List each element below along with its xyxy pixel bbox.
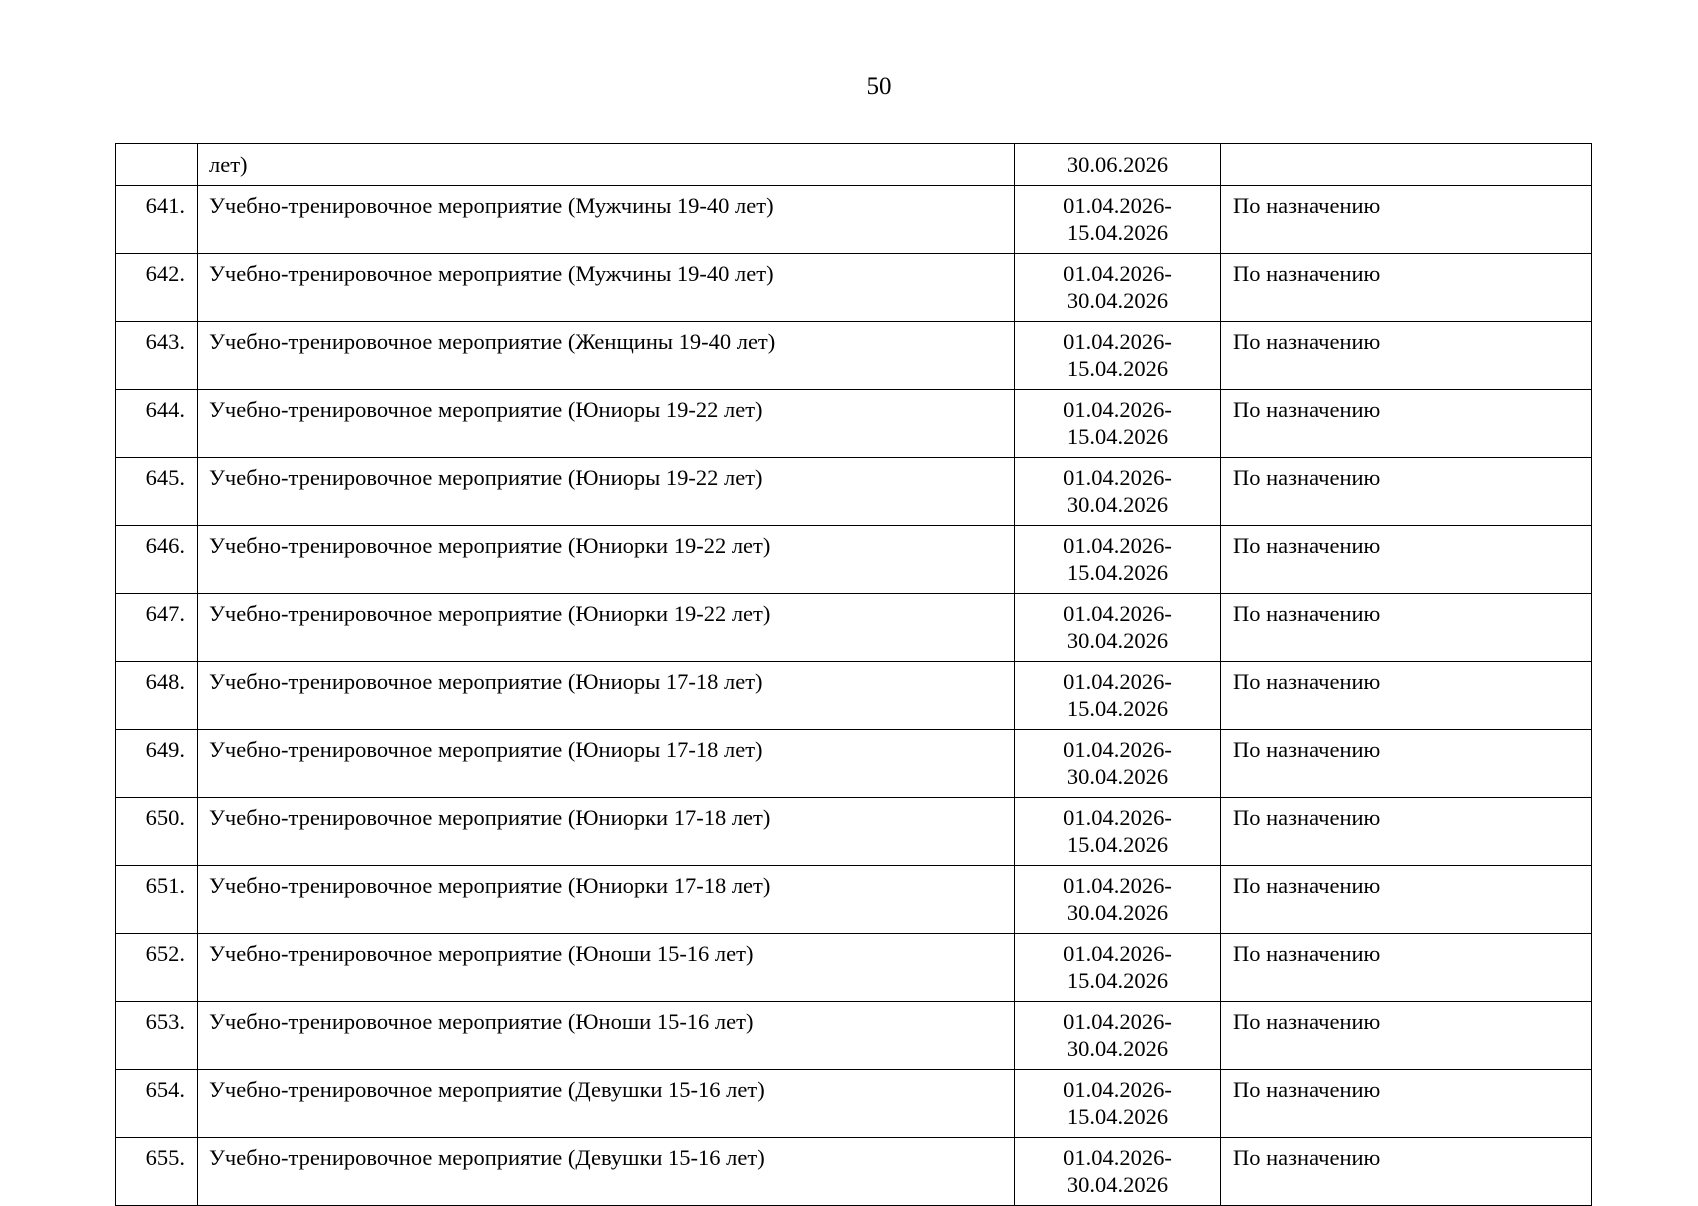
event-date-cell <box>1015 1002 1221 1070</box>
date-end: 15.04.2026 <box>1066 968 1169 993</box>
event-name-cell: Учебно-тренировочное мероприятие (Юниорки 19-22 лет) <box>198 526 1015 594</box>
table-row <box>116 798 1592 866</box>
responsible-cell: По назначению <box>1221 254 1592 322</box>
event-date-cell <box>1015 730 1221 798</box>
date-start: 01.04.2026- <box>1063 261 1172 286</box>
responsible-cell: По назначению <box>1221 1002 1592 1070</box>
table-row <box>116 458 1592 526</box>
event-date-cell <box>1015 526 1221 594</box>
table-row <box>116 594 1592 662</box>
table-row <box>116 662 1592 730</box>
event-name-cell: Учебно-тренировочное мероприятие (Юниорки 17-18 лет) <box>198 798 1015 866</box>
event-date-cell <box>1015 390 1221 458</box>
responsible-cell: По назначению <box>1221 662 1592 730</box>
responsible-cell: По назначению <box>1221 934 1592 1002</box>
date-start: 01.04.2026- <box>1063 601 1172 626</box>
table-row <box>116 254 1592 322</box>
event-date-cell <box>1015 662 1221 730</box>
row-number-cell: 644. <box>116 390 198 458</box>
date-end: 15.04.2026 <box>1066 356 1169 381</box>
event-name-cell: Учебно-тренировочное мероприятие (Девушки 15-16 лет) <box>198 1138 1015 1206</box>
date-start: 01.04.2026- <box>1063 737 1172 762</box>
event-name-cell: Учебно-тренировочное мероприятие (Мужчины 19-40 лет) <box>198 186 1015 254</box>
event-name-cell: Учебно-тренировочное мероприятие (Девушки 15-16 лет) <box>198 1070 1015 1138</box>
table-row <box>116 1002 1592 1070</box>
row-number-cell: 650. <box>116 798 198 866</box>
event-date-cell <box>1015 186 1221 254</box>
table-row <box>116 526 1592 594</box>
responsible-cell: По назначению <box>1221 322 1592 390</box>
row-number-cell: 643. <box>116 322 198 390</box>
event-date-cell <box>1015 322 1221 390</box>
event-date-cell: 30.06.2026 <box>1015 144 1221 186</box>
date-start: 01.04.2026- <box>1063 465 1172 490</box>
responsible-cell <box>1221 144 1592 186</box>
date-start: 01.04.2026- <box>1063 1077 1172 1102</box>
date-end: 15.04.2026 <box>1066 560 1169 585</box>
date-end: 30.04.2026 <box>1066 628 1169 653</box>
event-name-cell: Учебно-тренировочное мероприятие (Юниоры 19-22 лет) <box>198 458 1015 526</box>
date-end: 30.04.2026 <box>1066 492 1169 517</box>
row-number-cell: 641. <box>116 186 198 254</box>
table-row-continuation <box>116 144 1592 186</box>
responsible-cell: По назначению <box>1221 1070 1592 1138</box>
responsible-cell: По назначению <box>1221 458 1592 526</box>
date-end: 15.04.2026 <box>1066 696 1169 721</box>
date-start: 01.04.2026- <box>1063 941 1172 966</box>
row-number-cell: 651. <box>116 866 198 934</box>
date-start: 01.04.2026- <box>1063 1009 1172 1034</box>
table-row <box>116 1138 1592 1206</box>
date-end: 15.04.2026 <box>1066 220 1169 245</box>
event-date-cell <box>1015 798 1221 866</box>
event-name-cell: Учебно-тренировочное мероприятие (Юниорки 19-22 лет) <box>198 594 1015 662</box>
date-start: 01.04.2026- <box>1063 873 1172 898</box>
event-name-cell: Учебно-тренировочное мероприятие (Мужчины 19-40 лет) <box>198 254 1015 322</box>
date-end: 30.04.2026 <box>1066 288 1169 313</box>
responsible-cell: По назначению <box>1221 186 1592 254</box>
date-start: 01.04.2026- <box>1063 1145 1172 1170</box>
row-number-cell: 654. <box>116 1070 198 1138</box>
date-end: 30.04.2026 <box>1066 764 1169 789</box>
event-date-cell <box>1015 1070 1221 1138</box>
event-date-cell <box>1015 594 1221 662</box>
table-row <box>116 1070 1592 1138</box>
responsible-cell: По назначению <box>1221 594 1592 662</box>
date-end: 15.04.2026 <box>1066 1104 1169 1129</box>
event-name-cell: Учебно-тренировочное мероприятие (Юноши 15-16 лет) <box>198 934 1015 1002</box>
event-name-cell: Учебно-тренировочное мероприятие (Юноши 15-16 лет) <box>198 1002 1015 1070</box>
row-number-cell: 646. <box>116 526 198 594</box>
table-row <box>116 866 1592 934</box>
event-name-cell: лет) <box>198 144 1015 186</box>
row-number-cell <box>116 144 198 186</box>
date-end: 30.04.2026 <box>1066 1036 1169 1061</box>
event-name-cell: Учебно-тренировочное мероприятие (Юниоры 17-18 лет) <box>198 730 1015 798</box>
date-start: 01.04.2026- <box>1063 805 1172 830</box>
table-row <box>116 390 1592 458</box>
event-date-cell <box>1015 254 1221 322</box>
event-name-cell: Учебно-тренировочное мероприятие (Женщины 19-40 лет) <box>198 322 1015 390</box>
date-end: 15.04.2026 <box>1066 832 1169 857</box>
date-start: 01.04.2026- <box>1063 397 1172 422</box>
responsible-cell: По назначению <box>1221 866 1592 934</box>
table-row <box>116 730 1592 798</box>
responsible-cell: По назначению <box>1221 1138 1592 1206</box>
row-number-cell: 655. <box>116 1138 198 1206</box>
date-end: 15.04.2026 <box>1066 424 1169 449</box>
row-number-cell: 652. <box>116 934 198 1002</box>
row-number-cell: 647. <box>116 594 198 662</box>
event-name-cell: Учебно-тренировочное мероприятие (Юниорки 17-18 лет) <box>198 866 1015 934</box>
date-start: 01.04.2026- <box>1063 669 1172 694</box>
row-number-cell: 653. <box>116 1002 198 1070</box>
date-end: 30.04.2026 <box>1066 900 1169 925</box>
table-row <box>116 934 1592 1002</box>
events-table-body <box>116 144 1592 1206</box>
table-row <box>116 322 1592 390</box>
events-table <box>115 143 1592 1206</box>
responsible-cell: По назначению <box>1221 798 1592 866</box>
event-name-cell: Учебно-тренировочное мероприятие (Юниоры 19-22 лет) <box>198 390 1015 458</box>
date-start: 01.04.2026- <box>1063 533 1172 558</box>
table-row <box>116 186 1592 254</box>
responsible-cell: По назначению <box>1221 526 1592 594</box>
row-number-cell: 648. <box>116 662 198 730</box>
event-date-cell <box>1015 458 1221 526</box>
row-number-cell: 642. <box>116 254 198 322</box>
row-number-cell: 645. <box>116 458 198 526</box>
event-date-cell <box>1015 934 1221 1002</box>
responsible-cell: По назначению <box>1221 390 1592 458</box>
event-date-cell <box>1015 866 1221 934</box>
date-end: 30.04.2026 <box>1066 1172 1169 1197</box>
row-number-cell: 649. <box>116 730 198 798</box>
page-number: 50 <box>866 73 892 100</box>
event-name-cell: Учебно-тренировочное мероприятие (Юниоры 17-18 лет) <box>198 662 1015 730</box>
event-date-cell <box>1015 1138 1221 1206</box>
responsible-cell: По назначению <box>1221 730 1592 798</box>
date-start: 01.04.2026- <box>1063 329 1172 354</box>
date-start: 01.04.2026- <box>1063 193 1172 218</box>
